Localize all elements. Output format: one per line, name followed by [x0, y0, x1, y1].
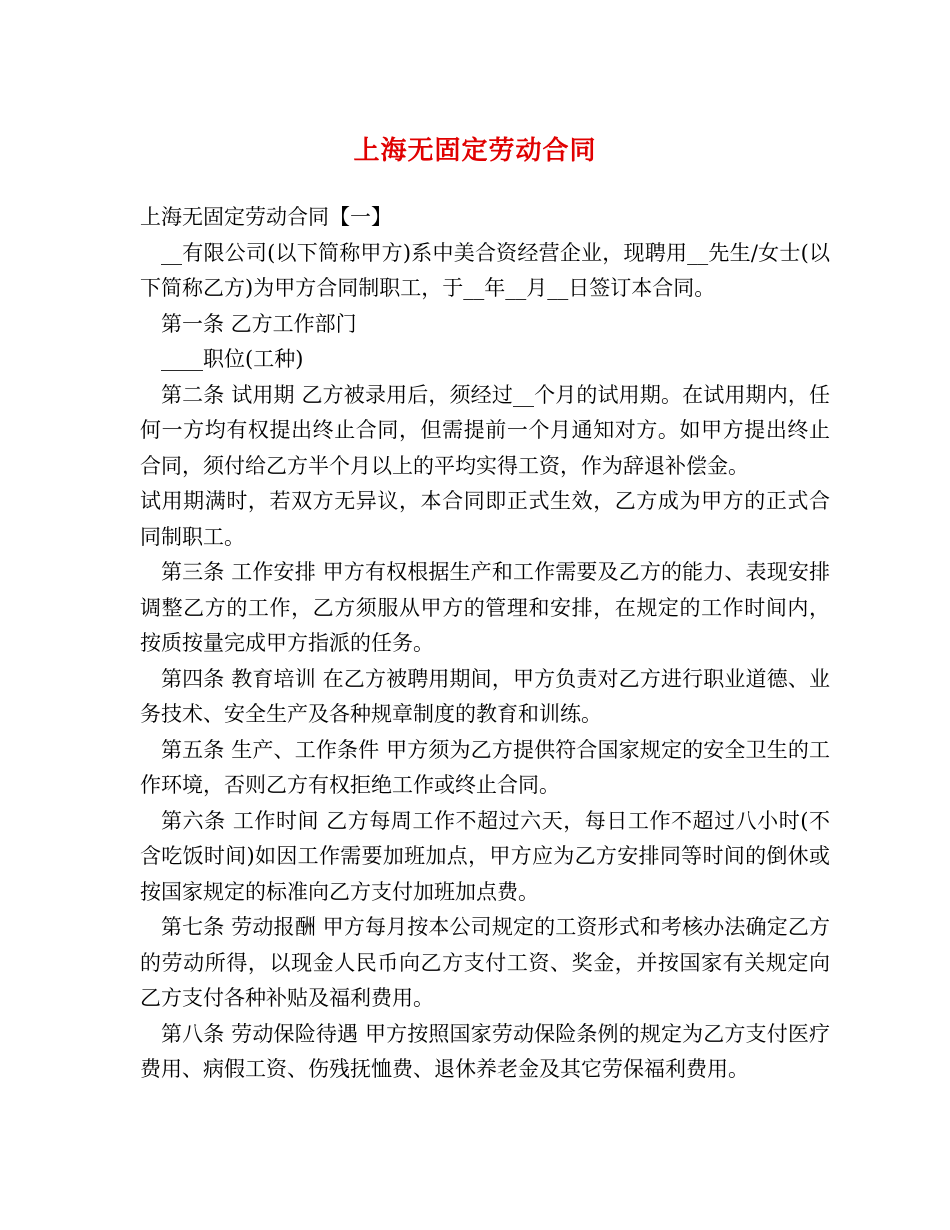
paragraph-position: ____职位(工种)	[161, 347, 304, 371]
paragraph-article-3: 第三条 工作安排 甲方有权根据生产和工作需要及乙方的能力、表现安排调整乙方的工作，乙方须服从甲方的管理和安排，在规定的工作时间内，按质按量完成甲方指派的任务。	[140, 560, 830, 655]
paragraph-intro: __有限公司(以下简称甲方)系中美合资经营企业，现聘用__先生/女士(以下简称乙方)为甲方合同制职工，于__年__月__日签订本合同。	[140, 240, 830, 300]
paragraph-article-2: 第二条 试用期 乙方被录用后，须经过__个月的试用期。在试用期内，任何一方均有权提出终止合同，但需提前一个月通知对方。如甲方提出终止合同，须付给乙方半个月以上的平均实得工资，作为辞退补偿金。	[140, 382, 830, 478]
paragraph-article-8: 第八条 劳动保险待遇 甲方按照国家劳动保险条例的规定为乙方支付医疗费用、病假工资、伤残抚恤费、退休养老金及其它劳保福利费用。	[140, 1021, 830, 1081]
paragraph-probation-end: 试用期满时，若双方无异议，本合同即正式生效，乙方成为甲方的正式合同制职工。	[140, 489, 830, 549]
paragraph-article-5: 第五条 生产、工作条件 甲方须为乙方提供符合国家规定的安全卫生的工作环境，否则乙方有权拒绝工作或终止合同。	[140, 737, 830, 797]
document-title: 上海无固定劳动合同	[353, 136, 597, 166]
paragraph-article-4: 第四条 教育培训 在乙方被聘用期间，甲方负责对乙方进行职业道德、业务技术、安全生产及各种规章制度的教育和训练。	[140, 666, 830, 726]
paragraph-article-1: 第一条 乙方工作部门	[161, 311, 357, 336]
paragraph-article-6: 第六条 工作时间 乙方每周工作不超过六天，每日工作不超过八小时(不含吃饭时间)如因工作需要加班加点，甲方应为乙方安排同等时间的倒休或按国家规定的标准向乙方支付加班加点费。	[140, 808, 830, 904]
document-body	[140, 200, 830, 1088]
document-subtitle: 上海无固定劳动合同【一】	[140, 205, 392, 229]
paragraph-article-7: 第七条 劳动报酬 甲方每月按本公司规定的工资形式和考核办法确定乙方的劳动所得，以现金人民币向乙方支付工资、奖金，并按国家有关规定向乙方支付各种补贴及福利费用。	[140, 915, 830, 1010]
